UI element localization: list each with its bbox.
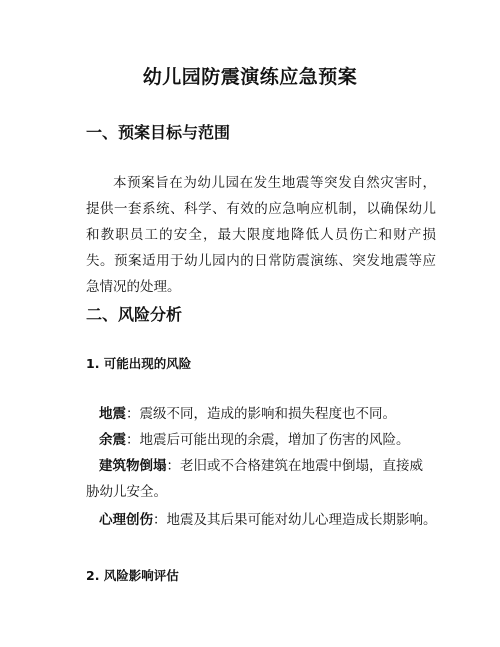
risk-desc: 老旧或不合格建筑在地震中倒塌，直接威胁幼儿安全。 [86,458,423,500]
risk-desc: 地震及其后果可能对幼儿心理造成长期影响。 [166,512,437,528]
section-goals-paragraph: 本预案旨在为幼儿园在发生地震等突发自然灾害时，提供一套系统、科学、有效的应急响应机制，以确保幼儿和教职员工的安全，最大限度地降低人员伤亡和财产损失。预案适用于幼儿园内的日常防震演练、突发地震等应急情况的处理。 [86,175,436,295]
risk-item-aftershock [86,427,449,453]
risk-term: 地震 [99,406,126,422]
risk-desc: 震级不同，造成的影响和损失程度也不同。 [139,406,396,422]
section-heading-risk-analysis: 二、风险分析 [86,305,183,324]
risk-item-psychological-trauma [86,507,449,533]
subsection-heading-risk-assessment: 2. 风险影响评估 [86,568,179,583]
section-heading-goals: 一、预案目标与范围 [86,123,231,142]
risk-term: 建筑物倒塌 [99,458,167,474]
risk-term: 余震 [99,432,126,448]
risk-separator: ： [153,512,167,528]
risk-separator: ： [126,406,140,422]
risk-term: 心理创伤 [99,512,153,528]
risk-desc: 地震后可能出现的余震，增加了伤害的风险。 [139,432,410,448]
risk-item-building-collapse [86,453,436,505]
risk-separator: ： [126,432,140,448]
risk-item-earthquake [86,401,449,427]
document-title: 幼儿园防震演练应急预案 [142,66,358,88]
risk-separator: ： [166,458,180,474]
subsection-heading-possible-risks: 1. 可能出现的风险 [86,356,192,371]
